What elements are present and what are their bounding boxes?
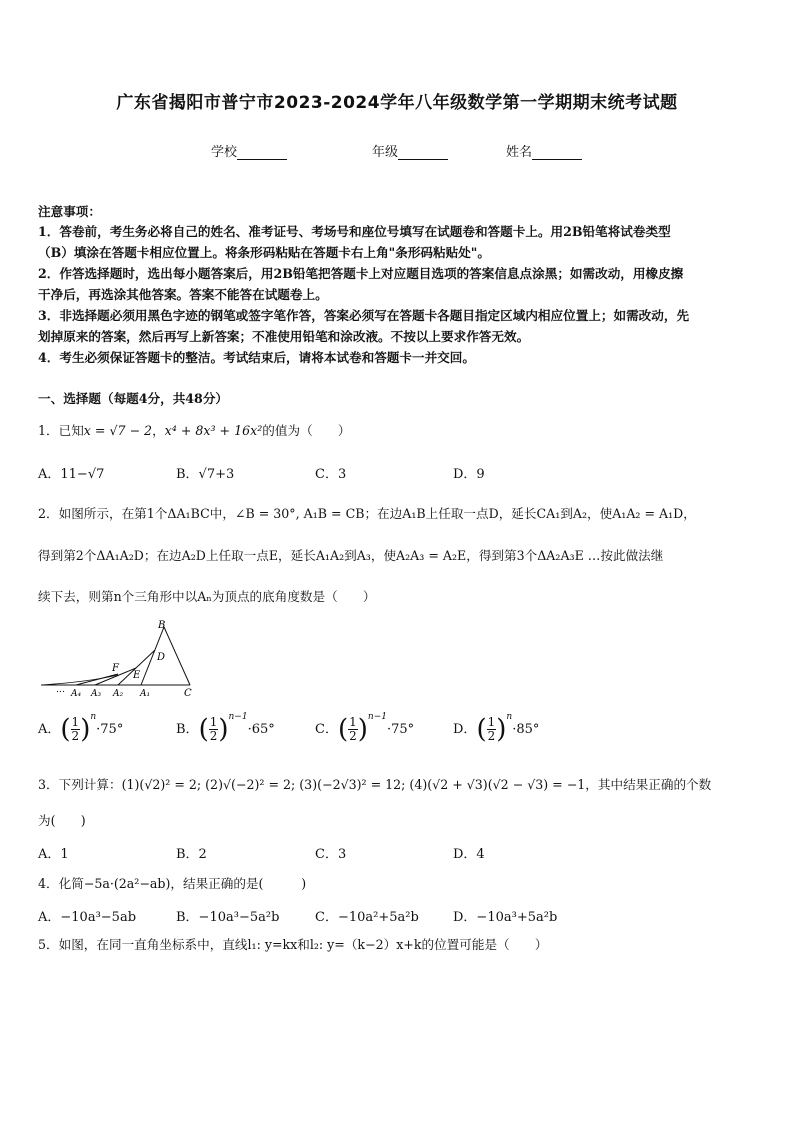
q2-option-d [453, 712, 539, 745]
grade-label: 年级 [372, 145, 399, 160]
school-label: 学校 [211, 145, 238, 160]
label-e: E [133, 670, 141, 681]
name-field [506, 141, 582, 160]
q2-option-tail: ·75° [386, 722, 415, 737]
q2-option-letter: C． [315, 722, 338, 737]
segment-bc [164, 627, 190, 685]
q1-text-b: ， [152, 423, 165, 438]
q1-expr-poly: x⁴ + 8x³ + 16x² [164, 423, 263, 438]
school-field [211, 141, 287, 160]
section-heading: 一、选择题（每题4分，共48分） [38, 391, 229, 406]
q4-option-b: B．−10a³−5a²b [176, 910, 280, 925]
q1-text-c: 的值为（ ） [262, 423, 351, 438]
label-a4: A₄ [71, 689, 82, 698]
fraction [348, 716, 358, 743]
fraction [487, 716, 497, 743]
notice-line: 3．非选择题必须用黑色字迹的钢笔或签字笔作答，答案必须写在答题卡各题目指定区域内相应位置上；如需改动，先 [38, 308, 690, 323]
segment-a4f [76, 674, 118, 685]
question-1-stem [38, 420, 760, 441]
q1-option-c: C．3 [315, 467, 347, 482]
frac-den: 2 [71, 729, 80, 743]
q3-option-c: C．3 [315, 847, 347, 862]
fraction [71, 716, 81, 743]
open-paren: ( [198, 714, 209, 745]
question-3-line: 3．下列计算：(1)(√2)² = 2; (2)√(−2)² = 2; (3)(−2√3)² = 12; (4)(√2 + √3)(√2 − √3) = −1，其中结果正确的个数 [38, 777, 712, 792]
label-f: F [112, 663, 119, 674]
q2-option-tail: ·65° [247, 722, 275, 737]
notice-heading: 注意事项： [38, 204, 101, 219]
q1-option-d: D．9 [453, 467, 485, 482]
q4-option-c: C．−10a²+5a²b [315, 910, 419, 925]
q3-option-d: D．4 [453, 847, 485, 862]
close-paren: ) [80, 714, 91, 745]
question-2-line: 得到第2个ΔA₁A₂D；在边A₂D上任取一点E，延长A₁A₂到A₃，使A₂A₃ = A₂E，得到第3个ΔA₂A₃E …按此做法继 [38, 548, 664, 563]
q2-option-letter: A． [38, 722, 61, 737]
q2-option-a [38, 712, 123, 745]
page-title: 广东省揭阳市普宁市2023-2024学年八年级数学第一学期期末统考试题 [116, 93, 678, 113]
label-d: D [157, 652, 166, 663]
grade-field [372, 141, 448, 160]
question-3-line: 为( ) [38, 813, 86, 828]
question-2-line: 2．如图所示，在第1个ΔA₁BC中，∠B = 30°, A₁B = CB；在边A₁B上任取一点D，延长CA₁到A₂，使A₁A₂ = A₁D， [38, 506, 696, 521]
label-ellipsis: … [56, 685, 65, 695]
close-paren: ) [357, 714, 368, 745]
frac-num: 1 [487, 715, 496, 729]
question-2-line: 续下去，则第n个三角形中以Aₙ为顶点的底角度数是（ ） [38, 589, 376, 604]
open-paren: ( [337, 714, 349, 745]
name-blank [532, 147, 582, 160]
notice-line: 划掉原来的答案，然后再写上新答案；不准使用铅笔和涂改液。不按以上要求作答无效。 [38, 329, 530, 344]
label-b: B [158, 620, 166, 631]
frac-num: 1 [209, 715, 218, 729]
q2-triangle-figure [38, 618, 198, 698]
q1-option-b: B．√7+3 [176, 467, 235, 482]
close-paren: ) [218, 714, 229, 745]
q2-option-c [315, 712, 414, 745]
close-paren: ) [496, 714, 507, 745]
notice-line: 4．考生必须保证答题卡的整洁。考试结束后，请将本试卷和答题卡一并交回。 [38, 350, 475, 365]
notice-line: 2．作答选择题时，选出每小题答案后，用2B铅笔把答题卡上对应题目选项的答案信息点涂黑；如需改动，用橡皮擦 [38, 266, 684, 281]
open-paren: ( [60, 714, 71, 745]
frac-num: 1 [71, 715, 80, 729]
fraction [209, 716, 219, 743]
q1-option-a: A．11−√7 [38, 467, 105, 482]
q3-option-b: B．2 [176, 847, 207, 862]
q2-option-letter: D． [453, 722, 477, 737]
exponent: n−1 [228, 712, 248, 722]
label-c: C [184, 688, 192, 698]
frac-den: 2 [209, 729, 218, 743]
grade-blank [398, 147, 448, 160]
frac-den: 2 [349, 729, 357, 743]
notice-line: 1．答卷前，考生务必将自己的姓名、准考证号、考场号和座位号填写在试题卷和答题卡上。用2B铅笔将试卷类型 [38, 224, 671, 239]
question-5-stem: 5．如图，在同一直角坐标系中，直线l₁: y=kx和l₂: y=（k−2）x+k的位置可能是（ ） [38, 937, 548, 952]
q2-option-tail: ·85° [512, 722, 540, 737]
q3-option-a: A．1 [38, 847, 69, 862]
q2-option-tail: ·75° [96, 722, 124, 737]
question-4-stem: 4．化简−5a·(2a²−ab)，结果正确的是( ) [38, 876, 307, 891]
label-a2: A₂ [113, 689, 124, 698]
q1-text-a: 1．已知 [38, 423, 84, 438]
notice-line: 干净后，再选涂其他答案。答案不能答在试题卷上。 [38, 287, 328, 302]
q4-option-a: A．−10a³−5ab [38, 910, 137, 925]
name-label: 姓名 [506, 145, 533, 160]
exponent: n [90, 712, 97, 722]
frac-den: 2 [487, 729, 496, 743]
q2-option-b [176, 712, 275, 745]
school-blank [237, 147, 287, 160]
q2-option-letter: B． [176, 722, 199, 737]
notice-line: （B）填涂在答题卡相应位置上。将条形码粘贴在答题卡右上角"条形码粘贴处"。 [38, 245, 490, 260]
exponent: n−1 [367, 712, 387, 722]
label-a3: A₃ [91, 689, 102, 698]
open-paren: ( [476, 714, 487, 745]
frac-num: 1 [349, 715, 357, 729]
label-a1: A₁ [140, 689, 151, 698]
exponent: n [506, 712, 513, 722]
q4-option-d: D．−10a³+5a²b [453, 910, 558, 925]
q1-expr-x: x = √7 − 2 [83, 423, 153, 438]
